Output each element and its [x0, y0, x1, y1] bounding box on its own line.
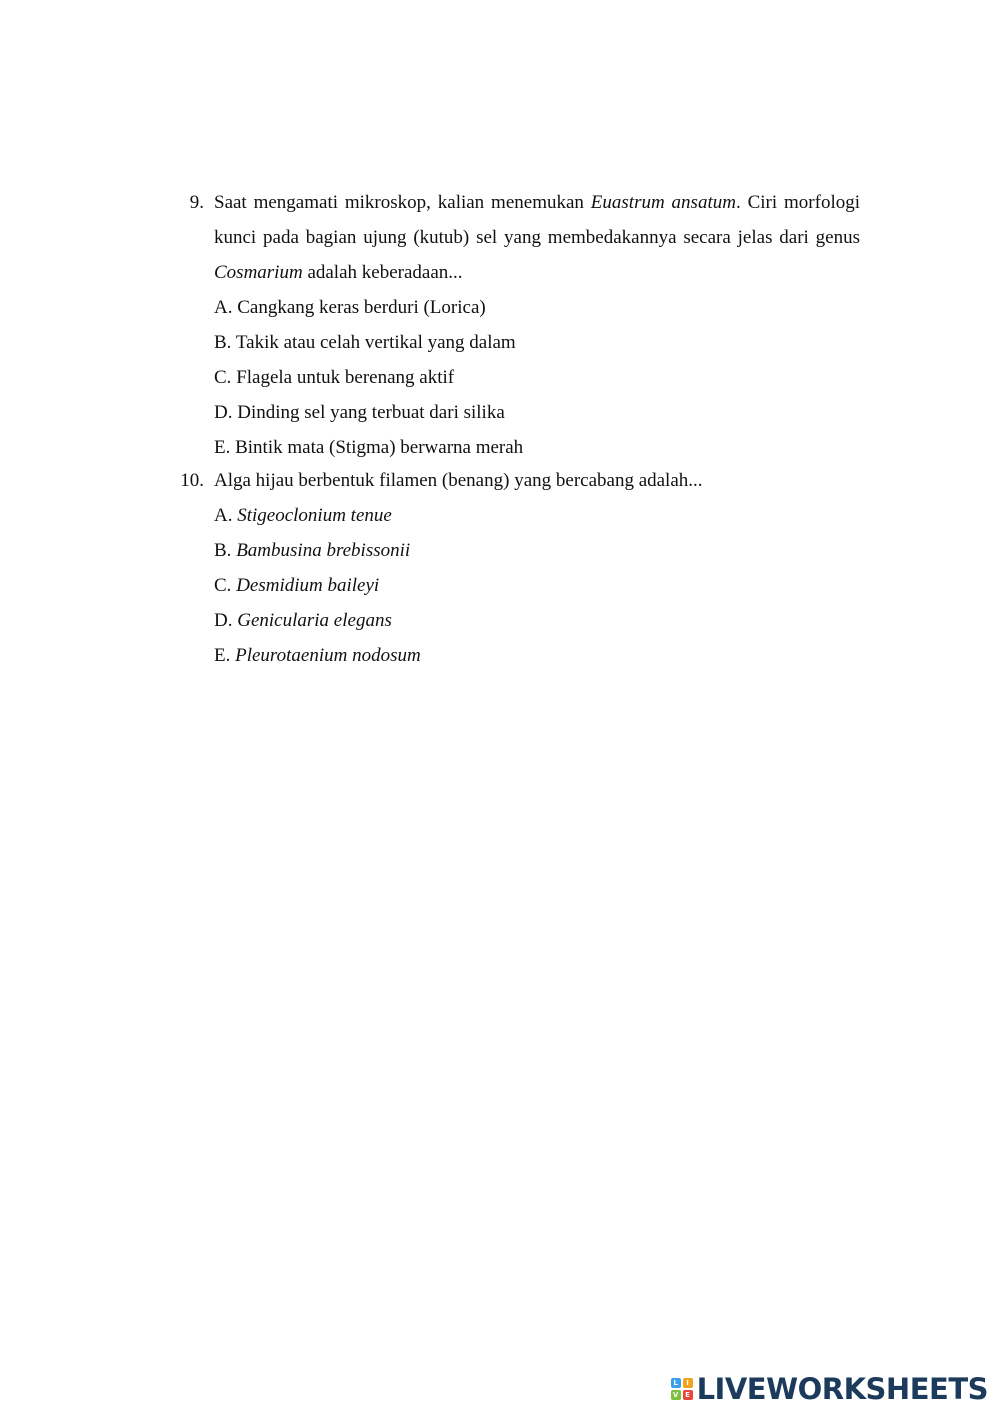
question-10	[170, 463, 860, 673]
genus-name: Cosmarium	[214, 262, 303, 283]
question-text: Alga hijau berbentuk filamen (benang) yang bercabang adalah...	[214, 470, 703, 491]
species-name: Euastrum ansatum	[590, 192, 736, 213]
option-a[interactable]: A. Stigeoclonium tenue	[214, 505, 392, 526]
logo-tile: L	[671, 1378, 681, 1388]
logo-tile: I	[683, 1378, 693, 1388]
answer-options	[214, 290, 860, 465]
question-number: 10.	[180, 470, 204, 491]
question-9-stem	[170, 185, 860, 290]
option-a[interactable]: A. Cangkang keras berduri (Lorica)	[214, 297, 486, 318]
option-c[interactable]: C. Flagela untuk berenang aktif	[214, 367, 455, 388]
option-d[interactable]: D. Genicularia elegans	[214, 610, 392, 631]
question-text: Saat mengamati mikroskop, kalian menemukan Euastrum ansatum. Ciri morfologi kunci pada bagian ujung (kutub) sel yang membedakannya secara jelas dari genus Cosmarium adalah keberadaan...	[214, 192, 861, 283]
logo-tile: E	[683, 1390, 693, 1400]
answer-options	[214, 498, 860, 673]
logo-tile: V	[671, 1390, 681, 1400]
question-number: 9.	[189, 192, 204, 213]
logo-mark-icon	[671, 1378, 693, 1400]
option-b[interactable]: B. Bambusina brebissonii	[214, 540, 411, 561]
question-9	[170, 185, 860, 465]
logo-text: LIVEWORKSHEETS	[696, 1372, 988, 1406]
option-b[interactable]: B. Takik atau celah vertikal yang dalam	[214, 332, 516, 353]
question-10-stem	[170, 463, 860, 498]
option-d[interactable]: D. Dinding sel yang terbuat dari silika	[214, 402, 505, 423]
liveworksheets-logo	[671, 1372, 988, 1406]
option-e[interactable]: E. Bintik mata (Stigma) berwarna merah	[214, 437, 524, 458]
option-c[interactable]: C. Desmidium baileyi	[214, 575, 380, 596]
option-e[interactable]: E. Pleurotaenium nodosum	[214, 645, 421, 666]
